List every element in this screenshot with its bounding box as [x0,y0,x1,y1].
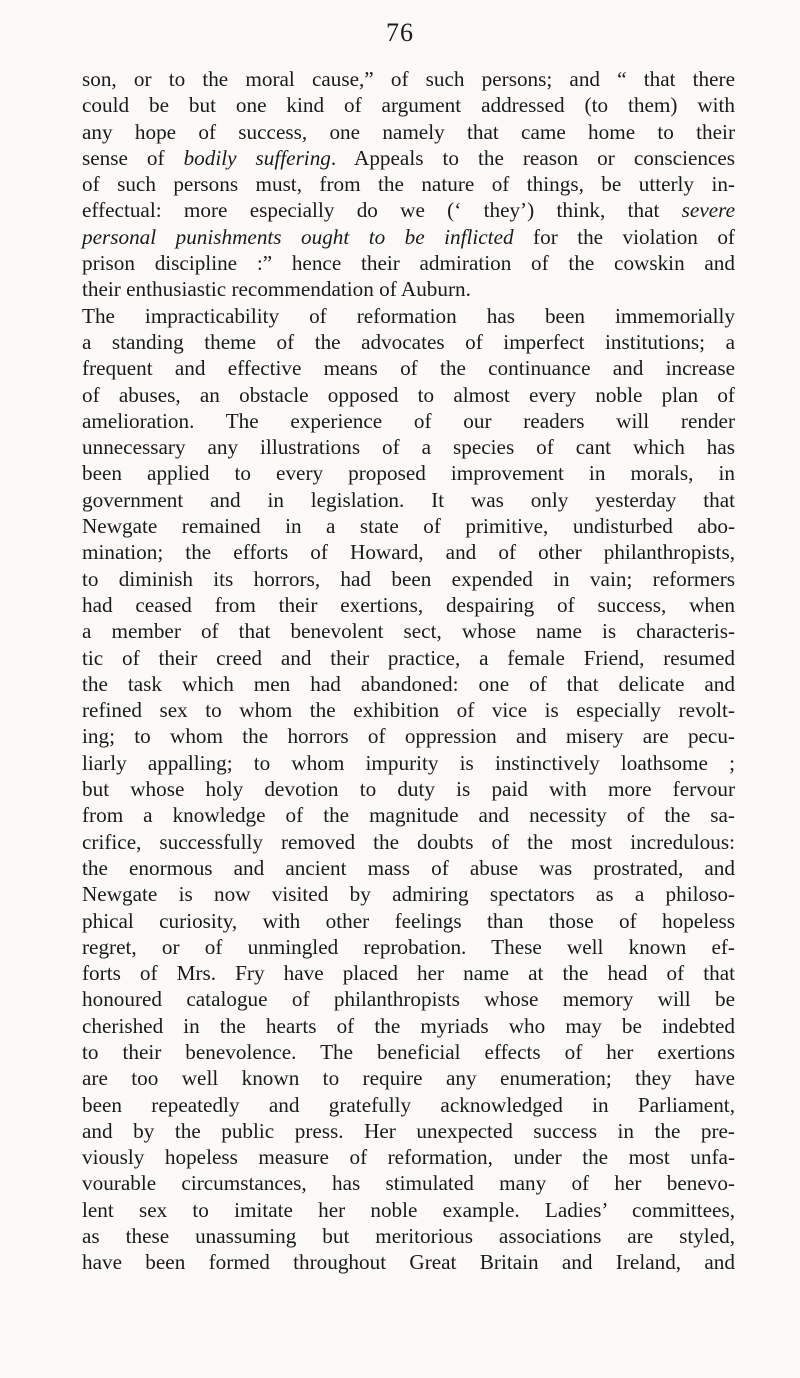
body-text [82,66,735,1276]
text-line [82,776,735,802]
text-segment: have been formed throughout Great Britain and Ireland, and [82,1250,735,1275]
text-segment: tic of their creed and their practice, a female Friend, resumed [82,645,735,670]
text-line [82,224,735,250]
text-line [82,408,735,434]
text-segment: been repeatedly and gratefully acknowledged in Parliament, [82,1092,735,1117]
text-segment: cherished in the hearts of the myriads who may be indebted [82,1013,735,1038]
text-line [82,145,735,171]
page-number: 76 [386,18,414,47]
text-segment: amelioration. The experience of our readers will render [82,408,735,433]
text-segment: any hope of success, one namely that came home to their [82,119,735,144]
text-line [82,723,735,749]
text-line [82,1223,735,1249]
text-line [82,1144,735,1170]
italic-emphasis: bodily suffering [183,145,331,170]
text-segment: viously hopeless measure of reformation, under the most unfa- [82,1145,735,1170]
text-segment: crifice, successfully removed the doubts of the most incredulous: [82,829,735,854]
text-line [82,829,735,855]
text-line [82,986,735,1012]
text-segment: son, or to the moral cause,” of such persons; and “ that there [82,67,735,91]
text-line [82,355,735,381]
text-segment: honoured catalogue of philanthropists whose memory will be [82,987,735,1012]
text-segment: prison discipline :” hence their admiration of the cowskin and [82,251,735,276]
text-line [82,1092,735,1118]
text-line [82,855,735,881]
text-line [82,960,735,986]
text-line [82,618,735,644]
text-line [82,566,735,592]
text-segment: mination; the efforts of Howard, and of other philanthropists, [82,540,735,565]
text-line [82,382,735,408]
text-segment: the task which men had abandoned: one of that delicate and [82,671,735,696]
text-segment: effectual: more especially do we (‘ they’) think, that [82,198,682,223]
text-line [82,592,735,618]
text-segment: unnecessary any illustrations of a species of cant which has [82,435,735,460]
text-segment: had ceased from their exertions, despairing of success, when [82,592,735,617]
text-segment: refined sex to whom the exhibition of vice is especially revolt- [82,698,735,723]
text-segment: could be but one kind of argument addressed (to them) with [82,93,735,118]
text-segment: of such persons must, from the nature of things, be utterly in- [82,172,735,197]
text-segment: the enormous and ancient mass of abuse was prostrated, and [82,855,735,880]
text-segment: Newgate remained in a state of primitive, undisturbed abo- [82,514,735,539]
italic-emphasis: severe [681,198,735,223]
text-line [82,513,735,539]
text-segment: as these unassuming but meritorious associations are styled, [82,1224,735,1249]
text-line [82,934,735,960]
text-line [82,1170,735,1196]
text-line [82,881,735,907]
text-line [82,276,735,302]
text-line [82,1039,735,1065]
text-line [82,329,735,355]
text-line [82,434,735,460]
text-segment: regret, or of unmingled reprobation. These well known ef- [82,934,735,959]
text-line [82,119,735,145]
text-segment: for the violation of [513,224,735,249]
text-segment: . Appeals to the reason or consciences [330,145,736,170]
text-segment: a member of that benevolent sect, whose name is characteris- [82,619,735,644]
text-line [82,1197,735,1223]
text-line [82,250,735,276]
text-segment: from a knowledge of the magnitude and necessity of the sa- [82,803,735,828]
text-segment: been applied to every proposed improvement in morals, in [82,461,735,486]
text-segment: forts of Mrs. Fry have placed her name at the head of that [82,961,735,986]
text-line [82,1249,735,1275]
text-segment: liarly appalling; to whom impurity is instinctively loathsome ; [82,750,735,775]
text-segment: frequent and effective means of the continuance and increase [82,356,735,381]
text-line [82,460,735,486]
text-line [82,750,735,776]
text-segment: Newgate is now visited by admiring spectators as a philoso- [82,882,735,907]
text-line [82,645,735,671]
text-line [82,697,735,723]
text-segment: lent sex to imitate her noble example. Ladies’ committees, [82,1197,735,1222]
text-line [82,908,735,934]
text-segment: are too well known to require any enumeration; they have [82,1066,735,1091]
text-line [82,303,735,329]
text-segment: government and in legislation. It was only yesterday that [82,487,735,512]
text-line [82,66,735,92]
text-line [82,92,735,118]
text-line [82,671,735,697]
text-line [82,802,735,828]
text-segment: The impracticability of reformation has been immemorially [82,303,735,328]
text-line [82,539,735,565]
text-segment: ing; to whom the horrors of oppression and misery are pecu- [82,724,735,749]
text-segment: to their benevolence. The beneficial effects of her exertions [82,1039,735,1064]
text-segment: their enthusiastic recommendation of Auburn. [82,277,471,302]
text-line [82,1013,735,1039]
text-line [82,197,735,223]
text-line [82,487,735,513]
text-segment: vourable circumstances, has stimulated many of her benevo- [82,1171,735,1196]
text-segment: a standing theme of the advocates of imperfect institutions; a [82,329,735,354]
text-segment: and by the public press. Her unexpected success in the pre- [82,1118,735,1143]
text-segment: sense of [82,145,184,170]
text-segment: but whose holy devotion to duty is paid with more fervour [82,777,735,802]
text-line [82,1065,735,1091]
text-line [82,171,735,197]
text-segment: to diminish its horrors, had been expended in vain; reformers [82,566,735,591]
text-segment: phical curiosity, with other feelings than those of hopeless [82,908,735,933]
text-line [82,1118,735,1144]
text-segment: of abuses, an obstacle opposed to almost every noble plan of [82,382,735,407]
italic-emphasis: personal punishments ought to be inflicted [82,224,514,249]
